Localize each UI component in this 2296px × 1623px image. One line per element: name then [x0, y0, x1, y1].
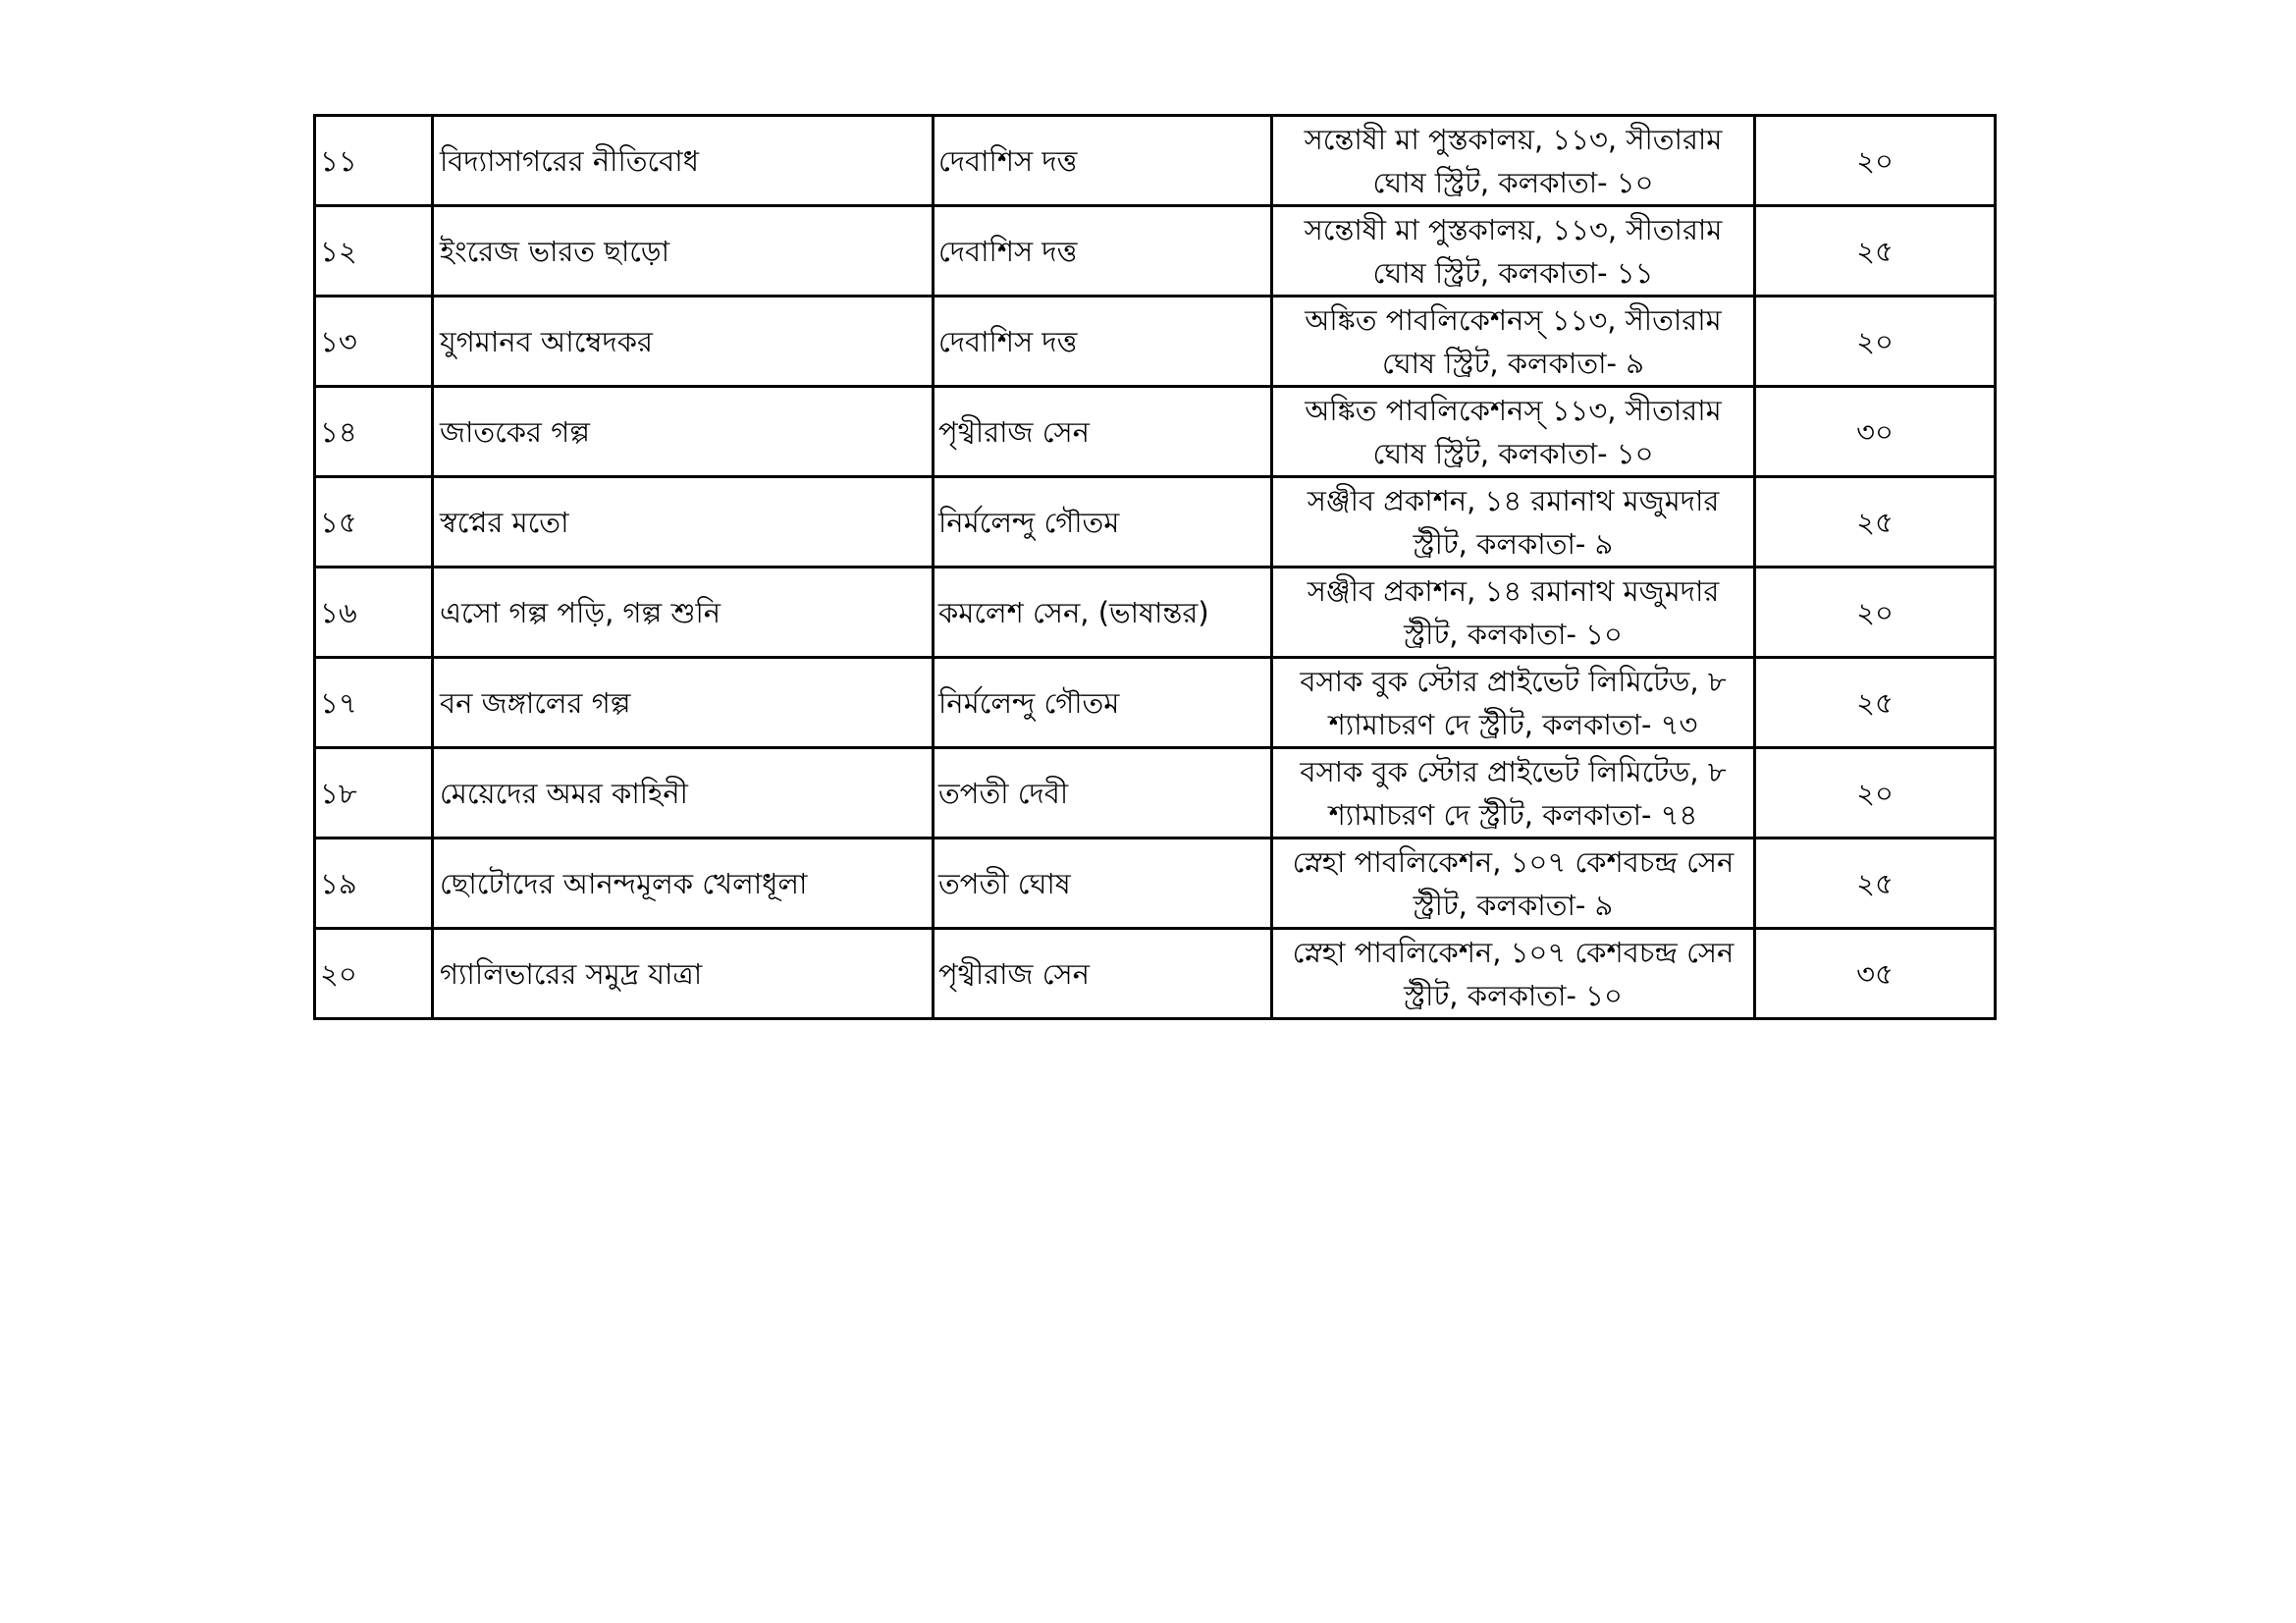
author-cell: দেবাশিস দত্ত	[934, 206, 1272, 297]
author-cell: নির্মলেন্দু গৌতম	[934, 477, 1272, 568]
publisher-cell	[1272, 477, 1755, 568]
table-row	[315, 568, 1996, 658]
serial-number-cell: ১৮	[315, 748, 433, 839]
publisher-line-1: বসাক বুক স্টোর প্রাইভেট লিমিটেড, ৮	[1300, 754, 1727, 788]
price-cell: ২৫	[1755, 839, 1996, 929]
book-list-body	[315, 116, 1996, 1019]
serial-number-cell: ২০	[315, 929, 433, 1019]
serial-number-cell: ১১	[315, 116, 433, 206]
serial-number-cell: ১৫	[315, 477, 433, 568]
serial-number-cell: ১৩	[315, 297, 433, 387]
publisher-cell	[1272, 297, 1755, 387]
book-title-cell: এসো গল্প পড়ি, গল্প শুনি	[433, 568, 934, 658]
book-title-cell: স্বপ্নের মতো	[433, 477, 934, 568]
serial-number-cell: ১৪	[315, 387, 433, 477]
table-row	[315, 929, 1996, 1019]
book-title-cell: ছোটোদের আনন্দমূলক খেলাধূলা	[433, 839, 934, 929]
publisher-line-1: অঙ্কিত পাবলিকেশনস্ ১১৩, সীতারাম	[1305, 302, 1722, 337]
table-row	[315, 477, 1996, 568]
serial-number-cell: ১৭	[315, 658, 433, 748]
publisher-line-2: ঘোষ স্ট্রিট, কলকাতা- ৯	[1381, 346, 1645, 380]
price-cell: ২৫	[1755, 477, 1996, 568]
publisher-line-2: ঘোষ স্ট্রিট, কলকাতা- ১০	[1372, 436, 1654, 470]
author-cell: দেবাশিস দত্ত	[934, 116, 1272, 206]
book-title-cell: যুগমানব আম্বেদকর	[433, 297, 934, 387]
table-row	[315, 658, 1996, 748]
table-row	[315, 387, 1996, 477]
book-title-cell: জাতকের গল্প	[433, 387, 934, 477]
publisher-line-1: স্নেহা পাবলিকেশন, ১০৭ কেশবচন্দ্র সেন	[1292, 935, 1735, 969]
price-cell: ২০	[1755, 568, 1996, 658]
price-cell: ৩০	[1755, 387, 1996, 477]
table-row	[315, 206, 1996, 297]
price-cell: ২০	[1755, 748, 1996, 839]
author-cell: দেবাশিস দত্ত	[934, 297, 1272, 387]
publisher-line-2: শ্যামাচরণ দে স্ট্রীট, কলকাতা- ৭৩	[1328, 707, 1698, 741]
publisher-line-2: ঘোষ স্ট্রিট, কলকাতা- ১০	[1372, 165, 1654, 199]
publisher-cell	[1272, 658, 1755, 748]
publisher-cell	[1272, 568, 1755, 658]
publisher-cell	[1272, 929, 1755, 1019]
publisher-line-1: স্নেহা পাবলিকেশন, ১০৭ কেশবচন্দ্র সেন	[1292, 844, 1735, 879]
publisher-line-1: বসাক বুক স্টোর প্রাইভেট লিমিটেড, ৮	[1300, 664, 1727, 698]
price-cell: ৩৫	[1755, 929, 1996, 1019]
serial-number-cell: ১২	[315, 206, 433, 297]
table-row	[315, 297, 1996, 387]
publisher-cell	[1272, 116, 1755, 206]
publisher-line-1: সন্তোষী মা পুস্তকালয়, ১১৩, সীতারাম	[1304, 122, 1723, 156]
publisher-line-2: স্ট্রীট, কলকাতা- ৯	[1413, 526, 1614, 561]
author-cell: তপতী ঘোষ	[934, 839, 1272, 929]
author-cell: পৃথ্বীরাজ সেন	[934, 387, 1272, 477]
book-title-cell: বিদ্যাসাগরের নীতিবোধ	[433, 116, 934, 206]
price-cell: ২০	[1755, 116, 1996, 206]
price-cell: ২৫	[1755, 658, 1996, 748]
book-title-cell: মেয়েদের অমর কাহিনী	[433, 748, 934, 839]
publisher-cell	[1272, 839, 1755, 929]
publisher-line-1: সঞ্জীব প্রকাশন, ১৪ রমানাথ মজুমদার	[1307, 483, 1720, 517]
table-row	[315, 116, 1996, 206]
serial-number-cell: ১৯	[315, 839, 433, 929]
book-title-cell: বন জঙ্গালের গল্প	[433, 658, 934, 748]
publisher-line-2: স্ট্রীট, কলকাতা- ৯	[1413, 888, 1614, 922]
book-title-cell: ইংরেজ ভারত ছাড়ো	[433, 206, 934, 297]
price-cell: ২০	[1755, 297, 1996, 387]
author-cell: পৃথ্বীরাজ সেন	[934, 929, 1272, 1019]
publisher-line-2: স্ট্রীট, কলকাতা- ১০	[1404, 978, 1623, 1012]
publisher-line-1: সঞ্জীব প্রকাশন, ১৪ রমানাথ মজুমদার	[1307, 573, 1720, 608]
publisher-line-2: শ্যামাচরণ দে স্ট্রীট, কলকাতা- ৭৪	[1328, 797, 1698, 832]
publisher-line-2: স্ট্রীট, কলকাতা- ১০	[1404, 617, 1623, 651]
book-list-table	[313, 114, 1997, 1020]
book-title-cell: গ্যালিভারের সমুদ্র যাত্রা	[433, 929, 934, 1019]
table-row	[315, 748, 1996, 839]
author-cell: কমলেশ সেন, (ভাষান্তর)	[934, 568, 1272, 658]
publisher-cell	[1272, 748, 1755, 839]
publisher-cell	[1272, 206, 1755, 297]
serial-number-cell: ১৬	[315, 568, 433, 658]
author-cell: নির্মলেন্দু গৌতম	[934, 658, 1272, 748]
publisher-line-1: অঙ্কিত পাবলিকেশনস্ ১১৩, সীতারাম	[1305, 393, 1722, 427]
publisher-cell	[1272, 387, 1755, 477]
price-cell: ২৫	[1755, 206, 1996, 297]
author-cell: তপতী দেবী	[934, 748, 1272, 839]
table-row	[315, 839, 1996, 929]
publisher-line-2: ঘোষ স্ট্রিট, কলকাতা- ১১	[1372, 255, 1654, 290]
publisher-line-1: সন্তোষী মা পুস্তকালয়, ১১৩, সীতারাম	[1304, 212, 1723, 246]
